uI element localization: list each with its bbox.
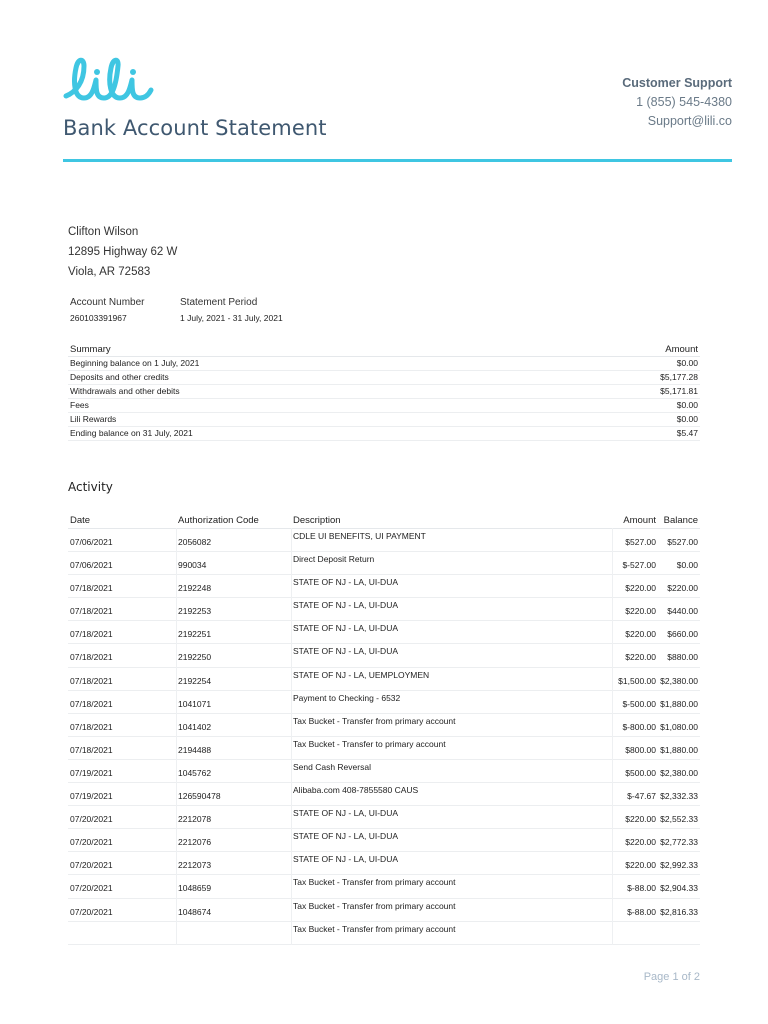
- table-row: [68, 922, 700, 945]
- row-date: 07/19/2021: [70, 791, 113, 802]
- activity-header: [68, 513, 700, 529]
- row-description: Tax Bucket - Transfer from primary account: [293, 715, 456, 726]
- row-balance: $2,816.33: [660, 906, 698, 917]
- statement-period: 1 July, 2021 - 31 July, 2021: [180, 313, 283, 323]
- summary-header: [68, 344, 700, 357]
- col-authorization-code: Authorization Code: [178, 515, 259, 526]
- row-date: 07/19/2021: [70, 767, 113, 778]
- row-date: 07/18/2021: [70, 721, 113, 732]
- summary-row-label: Ending balance on 31 July, 2021: [70, 428, 193, 438]
- row-authorization-code: 1041402: [178, 721, 212, 732]
- row-description: Alibaba.com 408-7855580 CAUS: [293, 785, 419, 796]
- row-description: Tax Bucket - Transfer to primary account: [293, 738, 446, 749]
- row-authorization-code: 990034: [178, 560, 207, 571]
- summary-row-amount: $0.00: [676, 358, 698, 368]
- support-phone: 1 (855) 545-4380: [636, 95, 732, 109]
- statement-period-block: [180, 297, 283, 323]
- table-row: [68, 875, 700, 898]
- activity-table: [68, 513, 700, 945]
- page-number: Page 1 of 2: [643, 971, 700, 983]
- row-balance: $2,380.00: [660, 767, 698, 778]
- row-description: STATE OF NJ - LA, UI-DUA: [293, 854, 398, 865]
- row-date: 07/20/2021: [70, 883, 113, 894]
- customer-address: [68, 222, 177, 282]
- row-authorization-code: 2212078: [178, 814, 212, 825]
- lili-logo-mark: [62, 52, 154, 108]
- row-date: 07/20/2021: [70, 860, 113, 871]
- row-balance: $2,904.33: [660, 883, 698, 894]
- row-amount: $220.00: [625, 583, 656, 594]
- row-balance: $660.00: [667, 629, 698, 640]
- row-amount: $220.00: [625, 606, 656, 617]
- support-email: Support@lili.co: [647, 114, 732, 128]
- row-authorization-code: 126590478: [178, 791, 221, 802]
- column-divider: [176, 528, 177, 945]
- table-row: [68, 714, 700, 737]
- row-description: Payment to Checking - 6532: [293, 692, 401, 703]
- account-number-block: [70, 297, 144, 323]
- row-balance: $0.00: [676, 560, 698, 571]
- row-date: 07/06/2021: [70, 537, 113, 547]
- row-date: 07/18/2021: [70, 652, 113, 663]
- row-amount: $220.00: [625, 652, 656, 663]
- row-balance: $1,880.00: [660, 744, 698, 755]
- lili-logo: [62, 52, 154, 108]
- table-row: [68, 829, 700, 852]
- row-authorization-code: 1041071: [178, 698, 212, 709]
- row-authorization-code: 2192251: [178, 629, 212, 640]
- row-amount: $-47.67: [627, 791, 656, 802]
- row-amount: $-527.00: [622, 560, 656, 571]
- column-divider: [291, 528, 292, 945]
- row-description: Tax Bucket - Transfer from primary account: [293, 877, 456, 888]
- row-balance: $2,992.33: [660, 860, 698, 871]
- col-balance: Balance: [663, 515, 698, 526]
- account-number: 260103391967: [70, 313, 127, 323]
- support-heading: Customer Support: [622, 76, 732, 90]
- row-authorization-code: 2192248: [178, 583, 212, 594]
- row-authorization-code: 2192254: [178, 675, 212, 686]
- activity-title: Activity: [68, 480, 113, 494]
- row-balance: $2,332.33: [660, 791, 698, 802]
- address-line-2: Viola, AR 72583: [68, 266, 151, 278]
- row-amount: $220.00: [625, 814, 656, 825]
- customer-support-block: [622, 76, 732, 131]
- row-date: 07/18/2021: [70, 583, 113, 594]
- row-authorization-code: 1045762: [178, 767, 212, 778]
- row-authorization-code: 2192253: [178, 606, 212, 617]
- row-date: 07/20/2021: [70, 906, 113, 917]
- row-balance: $2,380.00: [660, 675, 698, 686]
- row-date: 07/20/2021: [70, 814, 113, 825]
- row-date: 07/18/2021: [70, 698, 113, 709]
- summary-row-amount: $5,171.81: [660, 386, 698, 396]
- row-balance: $527.00: [667, 537, 698, 547]
- row-authorization-code: 2056082: [178, 537, 212, 547]
- row-description: STATE OF NJ - LA, UI-DUA: [293, 623, 398, 634]
- row-date: 07/18/2021: [70, 629, 113, 640]
- header-divider: [63, 159, 732, 162]
- customer-name: Clifton Wilson: [68, 226, 139, 238]
- row-balance: $2,772.33: [660, 837, 698, 848]
- row-description: STATE OF NJ - LA, UI-DUA: [293, 577, 398, 588]
- summary-col-label: Summary: [70, 344, 111, 355]
- row-authorization-code: 2192250: [178, 652, 212, 663]
- row-amount: $-88.00: [627, 883, 656, 894]
- summary-row-label: Deposits and other credits: [70, 372, 169, 382]
- row-balance: $220.00: [667, 583, 698, 594]
- table-row: [68, 621, 700, 644]
- row-date: 07/18/2021: [70, 606, 113, 617]
- row-balance: $2,552.33: [660, 814, 698, 825]
- table-row: [68, 552, 700, 575]
- summary-row-amount: $0.00: [676, 400, 698, 410]
- table-row: [68, 668, 700, 691]
- row-description: Tax Bucket - Transfer from primary account: [293, 923, 456, 934]
- row-balance: $880.00: [667, 652, 698, 663]
- row-description: STATE OF NJ - LA, UEMPLOYMEN: [293, 669, 430, 680]
- row-balance: $440.00: [667, 606, 698, 617]
- row-date: 07/18/2021: [70, 744, 113, 755]
- summary-row: [68, 399, 700, 413]
- row-authorization-code: 2212076: [178, 837, 212, 848]
- row-authorization-code: 2194488: [178, 744, 212, 755]
- row-amount: $-500.00: [622, 698, 656, 709]
- summary-table: [68, 344, 700, 441]
- row-authorization-code: 2212073: [178, 860, 212, 871]
- row-authorization-code: 1048674: [178, 906, 212, 917]
- table-row: [68, 899, 700, 922]
- row-balance: $1,880.00: [660, 698, 698, 709]
- row-description: Tax Bucket - Transfer from primary account: [293, 900, 456, 911]
- table-row: [68, 529, 700, 552]
- summary-row-label: Withdrawals and other debits: [70, 386, 180, 396]
- summary-row-amount: $0.00: [676, 414, 698, 424]
- row-balance: $1,080.00: [660, 721, 698, 732]
- table-row: [68, 644, 700, 667]
- table-row: [68, 598, 700, 621]
- row-amount: $500.00: [625, 767, 656, 778]
- row-amount: $220.00: [625, 860, 656, 871]
- row-amount: $220.00: [625, 629, 656, 640]
- summary-row-label: Beginning balance on 1 July, 2021: [70, 358, 200, 368]
- table-row: [68, 575, 700, 598]
- row-date: 07/20/2021: [70, 837, 113, 848]
- account-number-label: Account Number: [70, 297, 145, 308]
- row-description: STATE OF NJ - LA, UI-DUA: [293, 600, 398, 611]
- row-amount: $527.00: [625, 537, 656, 547]
- page-title: Bank Account Statement: [63, 116, 327, 140]
- summary-col-amount: Amount: [665, 344, 698, 355]
- table-row: [68, 691, 700, 714]
- column-divider: [612, 528, 613, 945]
- row-authorization-code: 1048659: [178, 883, 212, 894]
- statement-period-label: Statement Period: [180, 297, 258, 308]
- row-description: Send Cash Reversal: [293, 761, 371, 772]
- row-description: Direct Deposit Return: [293, 554, 375, 565]
- row-amount: $800.00: [625, 744, 656, 755]
- row-amount: $-88.00: [627, 906, 656, 917]
- row-description: STATE OF NJ - LA, UI-DUA: [293, 831, 398, 842]
- col-amount: Amount: [623, 515, 656, 526]
- summary-row: [68, 427, 700, 441]
- row-amount: $1,500.00: [618, 675, 656, 686]
- row-description: CDLE UI BENEFITS, UI PAYMENT: [293, 531, 426, 541]
- col-description: Description: [293, 515, 341, 526]
- table-row: [68, 783, 700, 806]
- summary-row: [68, 371, 700, 385]
- table-row: [68, 852, 700, 875]
- table-row: [68, 737, 700, 760]
- summary-row: [68, 413, 700, 427]
- summary-row-label: Fees: [70, 400, 89, 410]
- summary-row-amount: $5.47: [676, 428, 698, 438]
- table-row: [68, 760, 700, 783]
- summary-row-label: Lili Rewards: [70, 414, 117, 424]
- row-description: STATE OF NJ - LA, UI-DUA: [293, 808, 398, 819]
- col-date: Date: [70, 515, 91, 526]
- row-amount: $220.00: [625, 837, 656, 848]
- row-description: STATE OF NJ - LA, UI-DUA: [293, 646, 398, 657]
- row-amount: $-800.00: [622, 721, 656, 732]
- table-row: [68, 806, 700, 829]
- summary-row: [68, 385, 700, 399]
- address-line-1: 12895 Highway 62 W: [68, 246, 178, 258]
- row-date: 07/06/2021: [70, 560, 113, 571]
- summary-row-amount: $5,177.28: [660, 372, 698, 382]
- summary-row: [68, 357, 700, 371]
- row-date: 07/18/2021: [70, 675, 113, 686]
